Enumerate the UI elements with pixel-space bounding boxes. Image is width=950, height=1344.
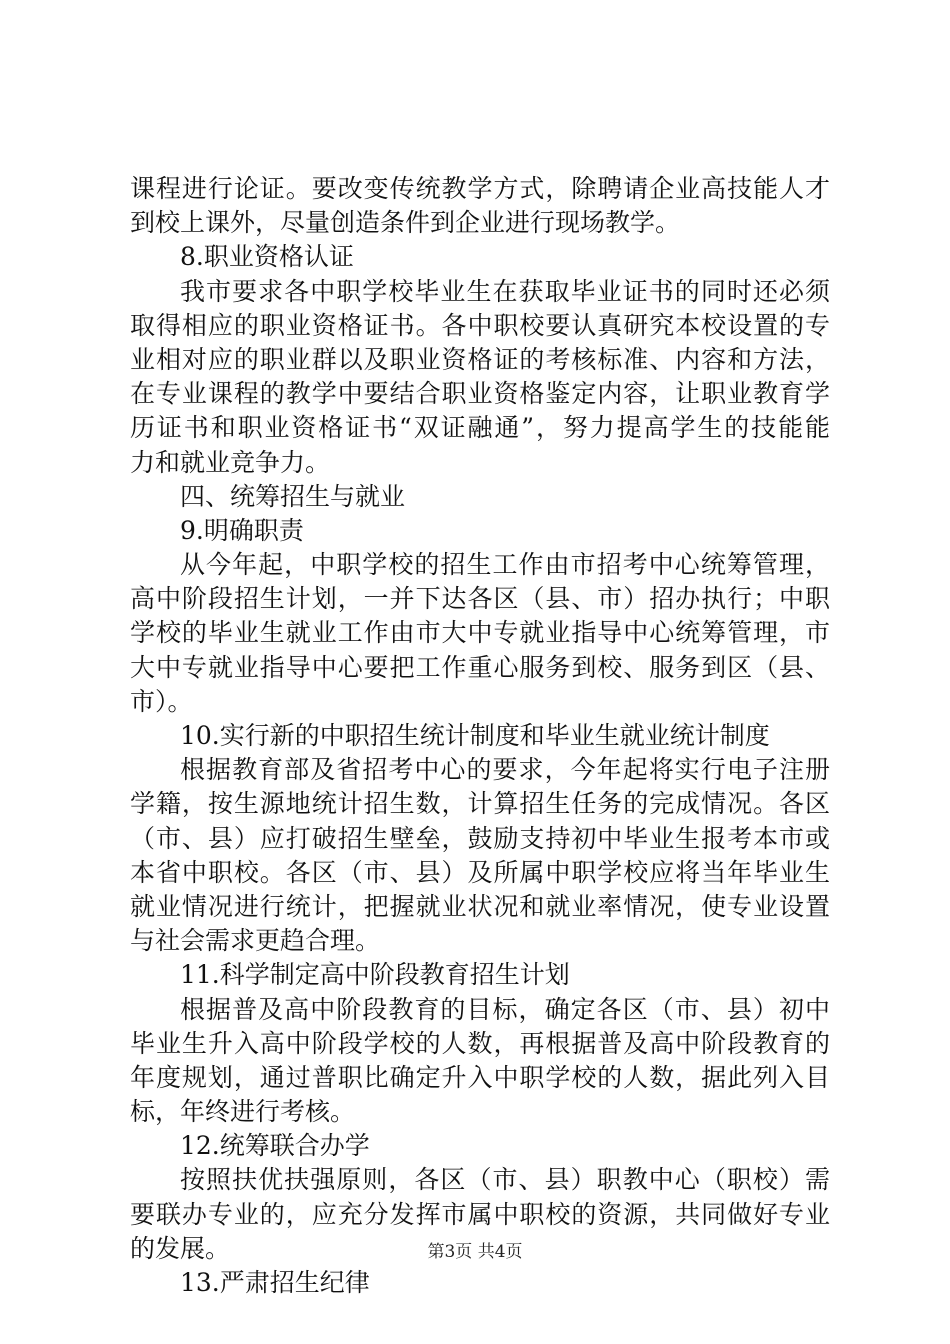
text-line: 高中阶段招生计划，一并下达各区（县、市）招办执行；中职 <box>130 584 830 614</box>
section-heading: 11.科学制定高中阶段教育招生计划 <box>180 960 570 990</box>
page-number-footer: 第3页 共4页 <box>427 1242 523 1262</box>
text-line: 要联办专业的，应充分发挥市属中职校的资源，共同做好专业 <box>130 1199 830 1229</box>
text-line: 大中专就业指导中心要把工作重心服务到校、服务到区（县、 <box>130 652 830 682</box>
text-line: 年度规划，通过普职比确定升入中职学校的人数，据此列入目 <box>130 1062 830 1092</box>
text-line: 取得相应的职业资格证书。各中职校要认真研究本校设置的专 <box>130 310 830 340</box>
paragraph-first-line: 从今年起，中职学校的招生工作由市招考中心统筹管理， <box>180 550 830 580</box>
text-line: 本省中职校。各区（市、县）及所属中职学校应将当年毕业生 <box>130 857 830 887</box>
section-heading: 12.统筹联合办学 <box>180 1131 370 1161</box>
paragraph-first-line: 根据教育部及省招考中心的要求，今年起将实行电子注册 <box>180 755 830 785</box>
paragraph-first-line: 按照扶优扶强原则，各区（市、县）职教中心（职校）需 <box>180 1165 830 1195</box>
text-line: 毕业生升入高中阶段学校的人数，再根据普及高中阶段教育的 <box>130 1028 830 1058</box>
text-line: 就业情况进行统计，把握就业状况和就业率情况，使专业设置 <box>130 891 830 921</box>
text-line: 业相对应的职业群以及职业资格证的考核标准、内容和方法， <box>130 344 830 374</box>
section-heading: 8.职业资格认证 <box>180 242 354 272</box>
text-line: 市）。 <box>130 686 193 716</box>
chapter-heading: 四、统筹招生与就业 <box>180 481 406 511</box>
paragraph-first-line: 根据普及高中阶段教育的目标，确定各区（市、县）初中 <box>180 994 830 1024</box>
paragraph-first-line: 我市要求各中职学校毕业生在获取毕业证书的同时还必须 <box>180 276 830 306</box>
text-line: 与社会需求更趋合理。 <box>130 926 381 956</box>
text-line: 在专业课程的教学中要结合职业资格鉴定内容，让职业教育学 <box>130 379 830 409</box>
text-line: （市、县）应打破招生壁垒，鼓励支持初中毕业生报考本市或 <box>130 823 830 853</box>
document-body <box>130 172 830 1300</box>
text-line: 历证书和职业资格证书“双证融通”，努力提高学生的技能能 <box>130 413 830 443</box>
text-line: 课程进行论证。要改变传统教学方式，除聘请企业高技能人才 <box>130 174 830 203</box>
section-heading: 10.实行新的中职招生统计制度和毕业生就业统计制度 <box>180 721 770 750</box>
section-heading: 13.严肃招生纪律 <box>180 1268 370 1297</box>
text-line: 标，年终进行考核。 <box>130 1097 356 1127</box>
text-line: 学籍，按生源地统计招生数，计算招生任务的完成情况。各区 <box>130 789 830 819</box>
text-line: 的发展。 <box>130 1233 231 1263</box>
section-heading: 9.明确职责 <box>180 515 304 545</box>
text-line: 到校上课外，尽量创造条件到企业进行现场教学。 <box>130 208 681 238</box>
text-line: 力和就业竞争力。 <box>130 447 331 477</box>
text-line: 学校的毕业生就业工作由市大中专就业指导中心统筹管理，市 <box>130 618 830 648</box>
